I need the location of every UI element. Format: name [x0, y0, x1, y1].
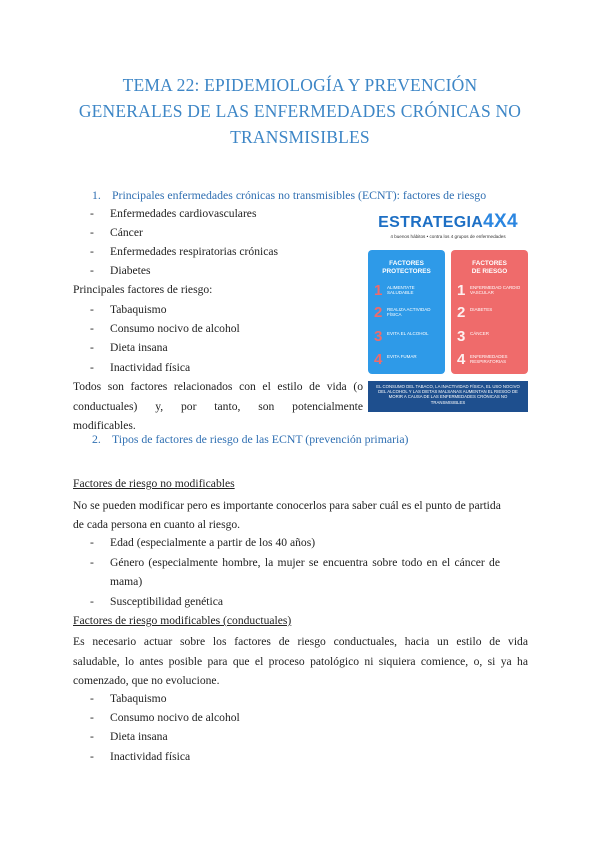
list-item-text: Consumo nocivo de alcohol [110, 322, 240, 335]
list-item-text: Consumo nocivo de alcohol [110, 711, 240, 724]
factor-label: DIABETES [470, 307, 493, 312]
paragraph-line: conductuales) y, por tanto, son potencialmente [73, 400, 363, 413]
risk-factors-column [451, 250, 528, 374]
factor-number: 2 [374, 304, 383, 321]
protective-header-line: FACTORES [389, 260, 424, 267]
protective-factors-column [368, 250, 445, 374]
risk-factor [457, 351, 527, 369]
paragraph-line: No se pueden modificar pero es importante conocerlos para saber cuál es el punto de partida [73, 499, 501, 512]
page-title [40, 72, 560, 150]
list-dash: - [90, 341, 94, 354]
section-2-number: 2. [92, 432, 101, 446]
factor-number: 4 [374, 351, 383, 368]
list-dash: - [90, 207, 94, 220]
factor-label: REALIZA ACTIVIDAD FÍSICA [387, 307, 431, 318]
list-item [90, 341, 168, 354]
list-item [90, 692, 167, 705]
title-line-3: TRANSMISIBLES [230, 127, 370, 147]
list-item-text: Inactividad física [110, 361, 191, 374]
paragraph-line: Es necesario actuar sobre los factores de riesgo conductuales, hacia un estilo de vida [73, 635, 528, 648]
section-1-heading-text: Principales enfermedades crónicas no transmisibles (ECNT): factores de riesgo [112, 188, 487, 202]
modifiable-heading: Factores de riesgo modificables (conductuales) [73, 614, 292, 627]
infographic-title-number: 4X4 [483, 211, 518, 232]
risk-intro: Principales factores de riesgo: [73, 283, 213, 296]
list-item [90, 711, 240, 724]
list-item [90, 536, 315, 549]
list-item-text: Enfermedades cardiovasculares [110, 207, 257, 220]
list-item [90, 303, 167, 316]
factor-label: ALIMENTATE SALUDABLE [387, 285, 415, 296]
list-item-text: Dieta insana [110, 341, 168, 354]
risk-factor [457, 282, 527, 300]
list-item [90, 556, 500, 569]
factor-label: CÁNCER [470, 331, 490, 336]
list-item [90, 750, 190, 763]
list-item [90, 226, 143, 239]
paragraph-line: comenzado, que no evolucione. [73, 674, 220, 687]
list-item-text: Tabaquismo [110, 692, 167, 705]
risk-header-line: DE RIESGO [471, 267, 508, 275]
factor-label: EVITA EL ALCOHOL [387, 331, 429, 336]
list-item-text: Enfermedades respiratorias crónicas [110, 245, 279, 258]
list-dash: - [90, 692, 94, 705]
list-item [90, 730, 168, 743]
infographic-title-word: ESTRATEGIA [378, 214, 484, 231]
list-item-text: Inactividad física [110, 750, 191, 763]
factor-number: 2 [457, 304, 466, 321]
title-line-2: GENERALES DE LAS ENFERMEDADES CRÓNICAS NO [78, 101, 522, 121]
list-dash: - [90, 322, 94, 335]
list-dash: - [90, 556, 94, 569]
risk-factor [457, 304, 527, 322]
infographic-title [368, 211, 528, 233]
list-item-text: Susceptibilidad genética [110, 595, 224, 608]
list-item-text: Tabaquismo [110, 303, 167, 316]
list-dash: - [90, 226, 94, 239]
risk-factor [457, 328, 527, 346]
factor-number: 3 [374, 328, 383, 345]
paragraph-line: modificables. [73, 419, 136, 432]
factor-number: 1 [457, 282, 466, 299]
list-item-text: Edad (especialmente a partir de los 40 años) [110, 536, 316, 549]
protective-header [368, 260, 445, 275]
list-item [90, 322, 240, 335]
list-dash: - [90, 264, 94, 277]
list-dash: - [90, 245, 94, 258]
protective-factor [374, 304, 444, 322]
protective-factor [374, 351, 444, 369]
section-2-heading [92, 432, 408, 447]
factor-label: ENFERMEDAD CARDIO VASCULAR [470, 285, 521, 296]
list-dash: - [90, 595, 94, 608]
list-item [90, 207, 256, 220]
paragraph-line: saludable, lo antes posible para que el proceso patológico ni siquiera comience, o, si ya ha [73, 655, 528, 668]
section-2-heading-text: Tipos de factores de riesgo de las ECNT (prevención primaria) [112, 432, 409, 446]
title-line-1: TEMA 22: EPIDEMIOLOGÍA Y PREVENCIÓN [122, 75, 478, 95]
section-1-heading [92, 188, 486, 203]
strategy-4x4-infographic [368, 205, 528, 412]
factor-number: 4 [457, 351, 466, 368]
section-1-number: 1. [92, 188, 101, 202]
risk-header [451, 260, 528, 275]
list-dash: - [90, 536, 94, 549]
list-dash: - [90, 303, 94, 316]
factor-label: ENFERMEDADES RESPIRATORIAS [470, 354, 508, 365]
list-item-continuation: mama) [110, 575, 143, 588]
list-dash: - [90, 361, 94, 374]
list-item [90, 264, 151, 277]
list-dash: - [90, 711, 94, 724]
list-item [90, 595, 223, 608]
infographic-subtitle: 4 buenos hábitos • contra los 4 grupos de enfermedades [390, 234, 506, 239]
factor-label: EVITA FUMAR [387, 354, 417, 359]
paragraph-line: Todos son factores relacionados con el estilo de vida (o [73, 380, 363, 393]
risk-header-line: FACTORES [472, 260, 507, 267]
list-item [90, 361, 190, 374]
protective-header-line: PROTECTORES [382, 267, 431, 275]
protective-factor [374, 282, 444, 300]
list-item-text: Diabetes [110, 264, 151, 277]
factor-number: 3 [457, 328, 466, 345]
list-item-text: Género (especialmente hombre, la mujer se encuentra sobre todo en el cáncer de [110, 556, 500, 569]
list-item [90, 245, 278, 258]
nonmodifiable-heading: Factores de riesgo no modificables [73, 477, 235, 490]
list-dash: - [90, 730, 94, 743]
list-item-text: Cáncer [110, 226, 143, 239]
infographic-footer: EL CONSUMO DEL TABACO, LA INACTIVIDAD FÍSICA, EL USO NOCIVO DEL ALCOHOL Y LAS DIETAS MALSANAS AUMENTAN EL RIESGO DE MORIR A CAUSA DE LAS ENFERMEDADES CRÓNICAS NO TRANSMISIBLES [368, 381, 528, 412]
list-dash: - [90, 750, 94, 763]
list-item-text: Dieta insana [110, 730, 168, 743]
factor-number: 1 [374, 282, 383, 299]
paragraph-line: de cada persona en cuanto al riesgo. [73, 518, 241, 531]
protective-factor [374, 328, 444, 346]
